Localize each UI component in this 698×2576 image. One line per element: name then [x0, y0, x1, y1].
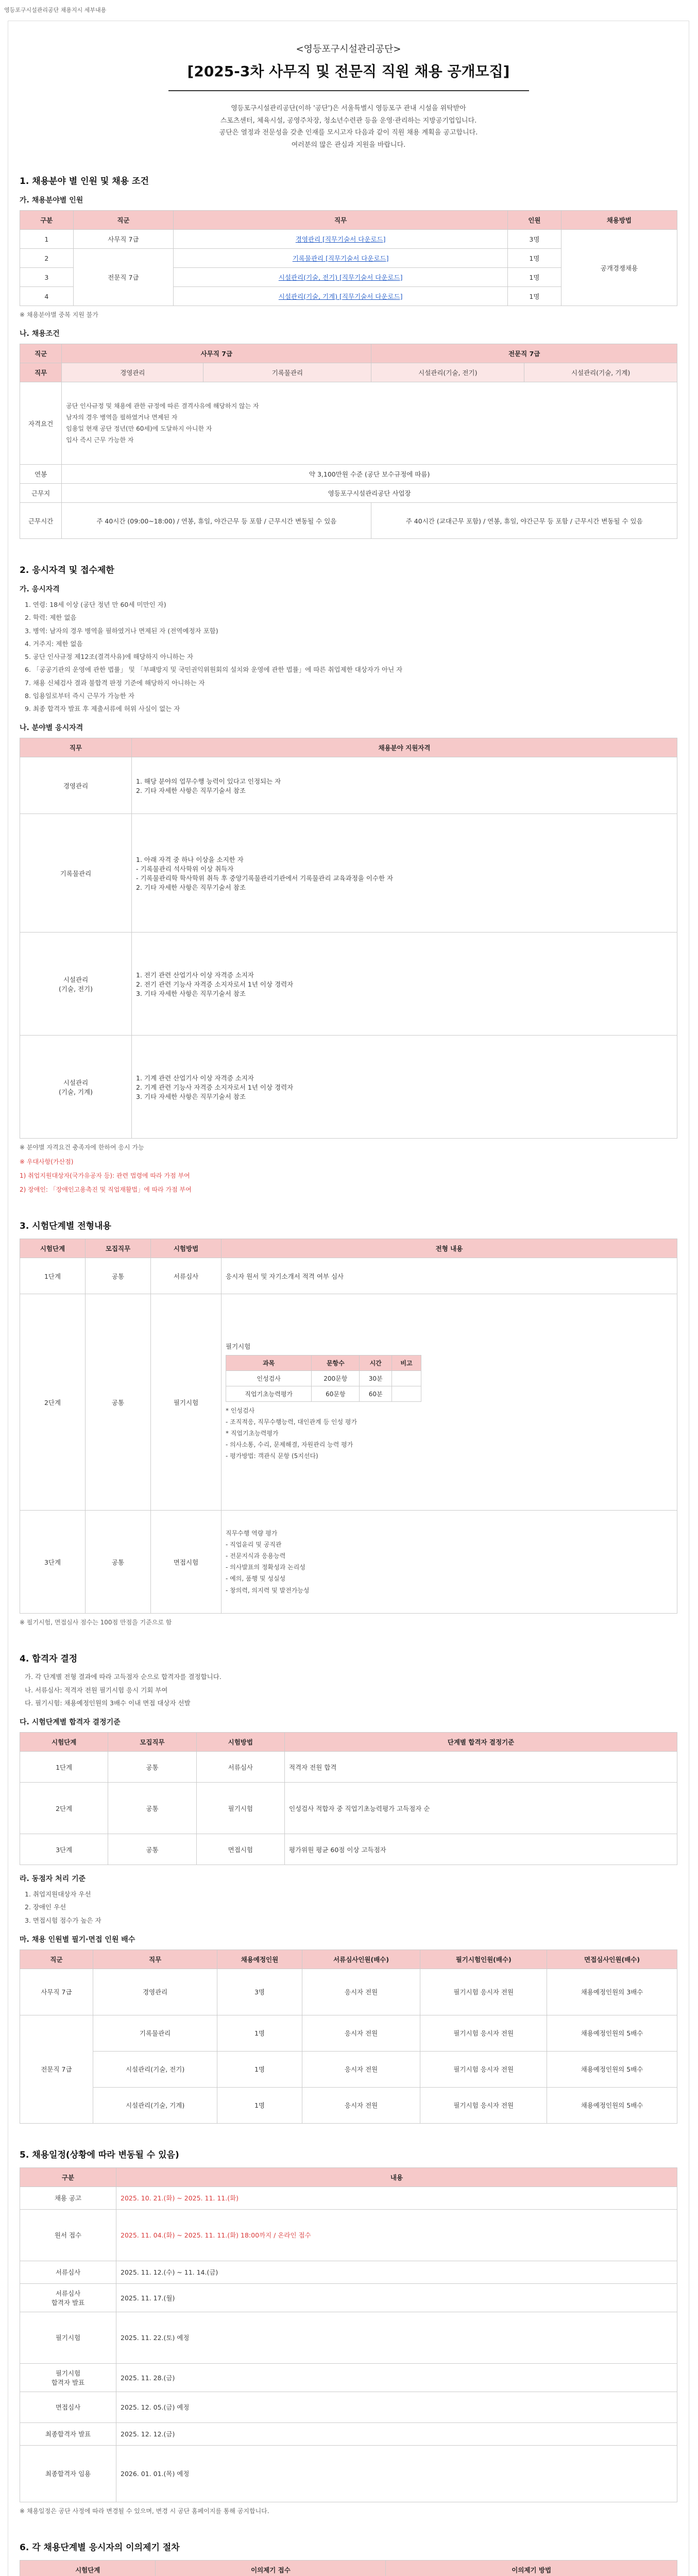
cell: 경영관리	[62, 363, 203, 382]
section-1	[8, 174, 689, 539]
list-item: 8. 임용일로부터 즉시 근무가 가능한 자	[25, 691, 134, 700]
column-header: 시험방법	[196, 1733, 284, 1752]
cell: 사무직 7급	[73, 230, 174, 249]
interview-list	[222, 1511, 677, 1614]
list-item: 2. 학력: 제한 없음	[25, 614, 77, 622]
cell: 면접심사	[20, 2392, 116, 2422]
cell: 시설관리 (기술, 기계)	[20, 1036, 132, 1139]
column-header: 인원	[508, 211, 561, 230]
pass-criteria-table	[20, 1732, 677, 1865]
cell: 전문직 7급	[73, 249, 174, 306]
table-row	[226, 1386, 421, 1401]
qualification-table	[20, 738, 677, 1139]
notice-title: [2025-3차 사무직 및 전문직 직원 채용 공개모집]	[187, 63, 510, 80]
section-title: 4. 합격자 결정	[20, 1654, 78, 1665]
job-description-link[interactable]: 기록물관리 [직무기술서 다운로드]	[174, 249, 508, 268]
cell: 필기시험	[196, 1783, 284, 1834]
cell: 채용예정인원의 3배수	[547, 1969, 677, 2015]
table-header-row	[20, 1950, 677, 1969]
cell: 원서 접수	[20, 2209, 116, 2261]
section-6	[8, 2540, 689, 2576]
cell: 서류심사	[20, 2261, 116, 2283]
subsection-title: 나. 채용조건	[20, 330, 60, 338]
list-item: 1. 취업지원대상자 우선	[25, 1890, 91, 1899]
cell: 직업기초능력평가	[226, 1386, 312, 1401]
cell: 60분	[360, 1386, 392, 1401]
list-item: * 인성검사	[226, 1406, 255, 1414]
cell: 약 3,100만원 수준 (공단 보수규정에 따름)	[62, 465, 677, 484]
cell: 2025. 11. 28.(금)	[116, 2363, 677, 2392]
section-title: 3. 시험단계별 전형내용	[20, 1221, 111, 1232]
column-header: 모집직무	[86, 1239, 151, 1258]
cell: 필기시험	[151, 1294, 222, 1511]
list-item: 공단 인사규정 및 채용에 관한 규정에 따른 결격사유에 해당하지 않는 자	[66, 402, 259, 410]
job-description-link[interactable]: 시설관리(기술, 기계) [직무기술서 다운로드]	[174, 287, 508, 306]
section-title: 1. 채용분야 별 인원 및 채용 조건	[20, 176, 149, 187]
column-header: 사무직 7급	[62, 344, 371, 363]
cell: 1	[20, 230, 74, 249]
schedule-table	[20, 2167, 677, 2502]
column-header: 직무	[20, 738, 132, 757]
cell: 필기시험 응시자 전원	[420, 1969, 547, 2015]
table-row	[20, 1783, 677, 1834]
table-row	[20, 230, 677, 249]
column-header: 직무	[20, 363, 62, 382]
table-row	[20, 2261, 677, 2283]
cell: 1. 기계 관련 산업기사 이상 자격증 소지자 2. 기계 관련 기능사 자격증 소지자로서 1년 이상 경력자 3. 기타 자세한 사항은 직무기술서 참조	[132, 1036, 677, 1139]
cell: 60문항	[312, 1386, 360, 1401]
cell: 2026. 01. 01.(목) 예정	[116, 2445, 677, 2502]
list-item: 5. 공단 인사규정 제12조(결격사유)에 해당하지 아니하는 자	[25, 653, 194, 661]
list-item: * 직업기초능력평가	[226, 1430, 279, 1437]
column-header: 모집직무	[108, 1733, 196, 1752]
decision-list	[20, 1671, 677, 1708]
cell: 필기시험	[20, 2312, 116, 2363]
table-row	[20, 814, 677, 933]
cell: 공통	[86, 1294, 151, 1511]
cell: 2025. 11. 22.(토) 예정	[116, 2312, 677, 2363]
column-header: 전형 내용	[222, 1239, 677, 1258]
table-row	[20, 2187, 677, 2209]
cell: 공통	[86, 1258, 151, 1294]
list-item: - 평가방법: 객관식 문항 (5지선다)	[226, 1452, 318, 1460]
column-header: 서류심사인원(배수)	[302, 1950, 420, 1969]
list-item: - 창의력, 의지력 및 발전가능성	[226, 1586, 310, 1594]
column-header: 이의제기 접수	[156, 2561, 386, 2576]
cell: 3단계	[20, 1834, 108, 1865]
list-item: 가. 각 단계별 전형 결과에 따라 고득점자 순으로 합격자를 결정합니다.	[25, 1673, 222, 1681]
cell: 영등포구시설관리공단 사업장	[62, 484, 677, 503]
cell: 2025. 11. 17.(월)	[116, 2283, 677, 2312]
list-item: 6. 「공공기관의 운영에 관한 법률」 및 「부패방지 및 국민권익위원회의 설치와 운영에 관한 법률」에 따른 취업제한 대상자가 아닌 자	[25, 666, 403, 674]
cell: 1단계	[20, 1752, 108, 1783]
table-row	[20, 933, 677, 1036]
breadcrumb: 영등포구시설관리공단 채용지시 세부내용	[4, 7, 107, 13]
table-row	[20, 2312, 677, 2363]
table-row	[20, 2015, 677, 2051]
cell: 1명	[508, 268, 561, 287]
cell: 채용예정인원의 5배수	[547, 2087, 677, 2123]
written-test-list	[226, 1406, 673, 1462]
cell: 경영관리	[20, 757, 132, 814]
cell: 3	[20, 268, 74, 287]
column-header: 시험단계	[20, 1733, 108, 1752]
job-description-link[interactable]: 경영관리 [직무기술서 다운로드]	[174, 230, 508, 249]
column-header: 내용	[116, 2167, 677, 2187]
written-test-table	[226, 1355, 421, 1402]
table-row	[20, 465, 677, 484]
cell: 시설관리(기술, 전기)	[93, 2051, 217, 2087]
cell: 200문항	[312, 1370, 360, 1386]
cell: 필기시험 응시자 전원	[420, 2051, 547, 2087]
column-header: 구분	[20, 2167, 116, 2187]
cell	[392, 1370, 421, 1386]
cell: 4	[20, 287, 74, 306]
title-block	[8, 42, 689, 150]
column-header: 비고	[392, 1355, 421, 1370]
title-divider	[168, 90, 529, 91]
subsection-title: 나. 분야별 응시자격	[20, 724, 83, 733]
column-header: 이의제기 방법	[386, 2561, 677, 2576]
list-item: - 의사발표의 정확성과 논리성	[226, 1564, 305, 1571]
job-description-link[interactable]: 시설관리(기술, 전기) [직무기술서 다운로드]	[174, 268, 508, 287]
table-header-row	[20, 211, 677, 230]
list-item: - 조직적응, 직무수행능력, 대인관계 등 인성 평가	[226, 1418, 357, 1426]
cell: 서류심사	[151, 1258, 222, 1294]
table-row	[20, 2422, 677, 2445]
table-row	[20, 2087, 677, 2123]
section-title: 2. 응시자격 및 접수제한	[20, 565, 114, 576]
cell: 1명	[508, 249, 561, 268]
cell: 1명	[508, 287, 561, 306]
table-row	[20, 2209, 677, 2261]
table-row	[20, 2445, 677, 2502]
column-header: 채용분야 지원자격	[132, 738, 677, 757]
cell: 3명	[217, 1969, 302, 2015]
cell: 2025. 12. 12.(금)	[116, 2422, 677, 2445]
cell: 면접시험	[151, 1511, 222, 1614]
cell: 필기시험 응시자 전원	[420, 2087, 547, 2123]
note: ※ 필기시험, 면접심사 점수는 100점 만점을 기준으로 함	[20, 1619, 172, 1626]
cell: 1명	[217, 2051, 302, 2087]
cell: 주 40시간 (09:00~18:00) / 연봉, 휴일, 야간근무 등 포함 / 근무시간 변동될 수 있음	[62, 503, 371, 539]
list-item: - 예의, 품행 및 성실성	[226, 1575, 286, 1583]
cell: 1명	[217, 2087, 302, 2123]
list-item: 나. 서류심사: 적격자 전원 필기시험 응시 기회 부여	[25, 1686, 168, 1694]
cell: 3명	[508, 230, 561, 249]
list-item: - 직업윤리 및 공직관	[226, 1540, 282, 1548]
column-header: 전문직 7급	[371, 344, 677, 363]
column-header: 면접심사인원(배수)	[547, 1950, 677, 1969]
cell: 채용 공고	[20, 2187, 116, 2209]
cell: 1명	[217, 2015, 302, 2051]
positions-table	[20, 210, 677, 306]
note: ※ 채용분야별 중복 지원 불가	[20, 311, 98, 318]
intro-line: 여러분의 많은 관심과 지원을 바랍니다.	[291, 141, 406, 149]
cell: 평가위원 평균 60점 이상 고득점자	[284, 1834, 677, 1865]
list-item: 임용일 현재 공단 정년(만 60세)에 도달하지 아니한 자	[66, 425, 212, 433]
ratio-table	[20, 1950, 677, 2124]
conditions-table	[20, 344, 677, 539]
cell: 필기시험 응시자 전원	[420, 2015, 547, 2051]
cell: 주 40시간 (교대근무 포함) / 연봉, 휴일, 야간근무 등 포함 / 근무시간 변동될 수 있음	[371, 503, 677, 539]
list-item: - 의사소통, 수리, 문제해결, 자원관리 능력 평가	[226, 1441, 353, 1449]
table-row	[20, 2392, 677, 2422]
note: ※ 우대사항(가산점)	[20, 1158, 74, 1165]
cell: 경영관리	[93, 1969, 217, 2015]
column-header: 직군	[20, 344, 62, 363]
table-row	[20, 1834, 677, 1865]
selection-process-table	[20, 1239, 677, 1614]
row-label: 근무지	[20, 484, 62, 503]
column-header: 직무	[93, 1950, 217, 1969]
section-3	[8, 1218, 689, 1628]
list-item: 7. 채용 신체검사 결과 불합격 판정 기준에 해당하지 아니하는 자	[25, 679, 205, 687]
row-label: 자격요건	[20, 382, 62, 465]
cell: 채용예정인원의 5배수	[547, 2015, 677, 2051]
column-header: 필기시험인원(배수)	[420, 1950, 547, 1969]
notice-frame	[8, 21, 689, 2576]
cell: 인성검사 적합자 중 직업기초능력평가 고득점자 순	[284, 1783, 677, 1834]
list-item: 4. 거주지: 제한 없음	[25, 639, 83, 648]
list-item: 직무수행 역량 평가	[226, 1529, 278, 1537]
cell: 시설관리 (기술, 전기)	[20, 933, 132, 1036]
cell: 응시자 전원	[302, 2015, 420, 2051]
table-header-row	[20, 738, 677, 757]
cell: 2025. 12. 05.(금) 예정	[116, 2392, 677, 2422]
subsection-title: 마. 채용 인원별 필기·면접 인원 배수	[20, 1935, 135, 1944]
objection-table	[20, 2560, 677, 2576]
cell: 2	[20, 249, 74, 268]
list-item: - 전문지식과 응용능력	[226, 1552, 286, 1560]
cell-title: 필기시험	[226, 1342, 251, 1350]
cell: 1. 해당 분야의 업무수행 능력이 있다고 인정되는 자 2. 기타 자세한 사항은 직무기술서 참조	[132, 757, 677, 814]
cell: 공통	[86, 1511, 151, 1614]
table-row	[20, 2363, 677, 2392]
section-5	[8, 2147, 689, 2516]
written-test-cell	[222, 1294, 677, 1511]
column-header: 직군	[73, 211, 174, 230]
cell: 최종합격자 임용	[20, 2445, 116, 2502]
list-item: 9. 최종 합격자 발표 후 제출서류에 허위 사실이 없는 자	[25, 705, 180, 713]
cell: 공통	[108, 1752, 196, 1783]
cell: 공통	[108, 1783, 196, 1834]
cell: 인성검사	[226, 1370, 312, 1386]
column-header: 채용예정인원	[217, 1950, 302, 1969]
list-item: 다. 필기시험: 채용예정인원의 3배수 이내 면접 대상자 선발	[25, 1699, 191, 1707]
cell: 적격자 전원 합격	[284, 1752, 677, 1783]
row-label: 근무시간	[20, 503, 62, 539]
note: 1) 취업지원대상자(국가유공자 등): 관련 법령에 따라 가점 부여	[20, 1172, 190, 1179]
row-label: 연봉	[20, 465, 62, 484]
cell: 공개경쟁채용	[561, 230, 677, 306]
table-row	[20, 757, 677, 814]
cell: 1단계	[20, 1258, 86, 1294]
table-row	[20, 382, 677, 465]
table-header-row	[20, 2561, 677, 2576]
note: ※ 채용일정은 공단 사정에 따라 변경될 수 있으며, 변경 시 공단 홈페이지를 통해 공지합니다.	[20, 2507, 269, 2515]
table-row	[20, 484, 677, 503]
cell: 응시자 전원	[302, 2051, 420, 2087]
table-row	[20, 2283, 677, 2312]
intro	[8, 104, 689, 150]
table-row	[20, 1036, 677, 1139]
cell: 전문직 7급	[20, 2015, 93, 2123]
qualification-list	[62, 382, 677, 465]
cell: 2025. 10. 21.(화) ~ 2025. 11. 11.(화)	[116, 2187, 677, 2209]
cell: 기록물관리	[20, 814, 132, 933]
table-row	[20, 1752, 677, 1783]
cell: 시설관리(기술, 기계)	[524, 363, 677, 382]
cell: 기록물관리	[93, 2015, 217, 2051]
list-item: 남자의 경우 병역을 필하였거나 면제된 자	[66, 414, 178, 421]
intro-line: 공단은 열정과 전문성을 갖춘 인재를 모시고자 다음과 같이 직원 채용 계획을 공고합니다.	[219, 129, 478, 137]
table-header-row	[20, 363, 677, 382]
cell: 응시자 전원	[302, 1969, 420, 2015]
section-2	[8, 563, 689, 1195]
cell: 3단계	[20, 1511, 86, 1614]
cell: 채용예정인원의 5배수	[547, 2051, 677, 2087]
column-header: 시험방법	[151, 1239, 222, 1258]
subsection-title: 라. 동점자 처리 기준	[20, 1875, 86, 1884]
cell: 서류심사	[196, 1752, 284, 1783]
section-4	[8, 1651, 689, 2124]
column-header: 직무	[174, 211, 508, 230]
cell: 최종합격자 발표	[20, 2422, 116, 2445]
cell: 2025. 11. 12.(수) ~ 11. 14.(금)	[116, 2261, 677, 2283]
org-name: <영등포구시설관리공단>	[296, 44, 401, 55]
table-header-row	[20, 1733, 677, 1752]
cell: 사무직 7급	[20, 1969, 93, 2015]
column-header: 과목	[226, 1355, 312, 1370]
table-header-row	[20, 344, 677, 363]
table-header-row	[20, 1239, 677, 1258]
cell: 2단계	[20, 1783, 108, 1834]
column-header: 문항수	[312, 1355, 360, 1370]
section-title: 5. 채용일정(상황에 따라 변동될 수 있음)	[20, 2149, 179, 2160]
cell: 1. 아래 자격 중 하나 이상을 소지한 자 - 기록물관리 석사학위 이상 취득자 - 기록물관리학 학사학위 취득 후 중앙기록물관리기관에서 기록물관리 교육과정을 이수한 자 2. 기타 자세한 사항은 직무기술서 참조	[132, 814, 677, 933]
table-row	[20, 1294, 677, 1511]
cell: 기록물관리	[203, 363, 371, 382]
column-header: 채용방법	[561, 211, 677, 230]
cell: 필기시험 합격자 발표	[20, 2363, 116, 2392]
cell: 2025. 11. 04.(화) ~ 2025. 11. 11.(화) 18:00까지 / 온라인 접수	[116, 2209, 677, 2261]
cell: 공통	[108, 1834, 196, 1865]
table-row	[226, 1370, 421, 1386]
table-header-row	[20, 2167, 677, 2187]
cell: 응시자 전원	[302, 2087, 420, 2123]
cell: 1. 전기 관련 산업기사 이상 자격증 소지자 2. 전기 관련 기능사 자격증 소지자로서 1년 이상 경력자 3. 기타 자세한 사항은 직무기술서 참조	[132, 933, 677, 1036]
cell: 2단계	[20, 1294, 86, 1511]
intro-line: 영등포구시설관리공단(이하 '공단')은 서울특별시 영등포구 관내 시설을 위탁받아	[231, 105, 466, 112]
table-row	[20, 1969, 677, 2015]
tie-break-list	[20, 1889, 677, 1926]
page-header	[0, 0, 698, 21]
table-header-row	[226, 1355, 421, 1370]
eligibility-list	[20, 599, 677, 714]
cell: 응시자 원서 및 자기소개서 적격 여부 심사	[222, 1258, 677, 1294]
cell: 서류심사 합격자 발표	[20, 2283, 116, 2312]
subsection-title: 가. 채용분야별 인원	[20, 196, 83, 205]
list-item: 1. 연령: 18세 이상 (공단 정년 만 60세 미만인 자)	[25, 601, 166, 609]
column-header: 구분	[20, 211, 74, 230]
cell: 시설관리(기술, 전기)	[371, 363, 524, 382]
intro-line: 스포츠센터, 체육시설, 공영주차장, 청소년수련관 등을 운영·관리하는 지방공기업입니다.	[220, 116, 477, 125]
table-row	[20, 1511, 677, 1614]
column-header: 직군	[20, 1950, 93, 1969]
cell: 면접시험	[196, 1834, 284, 1865]
list-item: 2. 장애인 우선	[25, 1903, 66, 1911]
cell: 시설관리(기술, 기계)	[93, 2087, 217, 2123]
list-item: 입사 즉시 근무 가능한 자	[66, 436, 134, 444]
column-header: 시험단계	[20, 2561, 156, 2576]
note: ※ 분야별 자격요건 충족자에 한하여 응시 가능	[20, 1144, 144, 1151]
section-title: 6. 각 채용단계별 응시자의 이의제기 절차	[20, 2543, 180, 2553]
table-row	[20, 2051, 677, 2087]
subsection-title: 가. 응시자격	[20, 585, 60, 594]
table-row	[20, 503, 677, 539]
list-item: 3. 면접시험 점수가 높은 자	[25, 1916, 101, 1924]
column-header: 단계별 합격자 결정기준	[284, 1733, 677, 1752]
note: 2) 장애인: 「장애인고용촉진 및 직업재활법」에 따라 가점 부여	[20, 1186, 192, 1193]
column-header: 시간	[360, 1355, 392, 1370]
cell	[392, 1386, 421, 1401]
subsection-title: 다. 시험단계별 합격자 결정기준	[20, 1718, 121, 1727]
table-row	[20, 1258, 677, 1294]
cell: 30분	[360, 1370, 392, 1386]
column-header: 시험단계	[20, 1239, 86, 1258]
list-item: 3. 병역: 남자의 경우 병역을 필하였거나 면제된 자 (전역예정자 포함)	[25, 626, 218, 635]
